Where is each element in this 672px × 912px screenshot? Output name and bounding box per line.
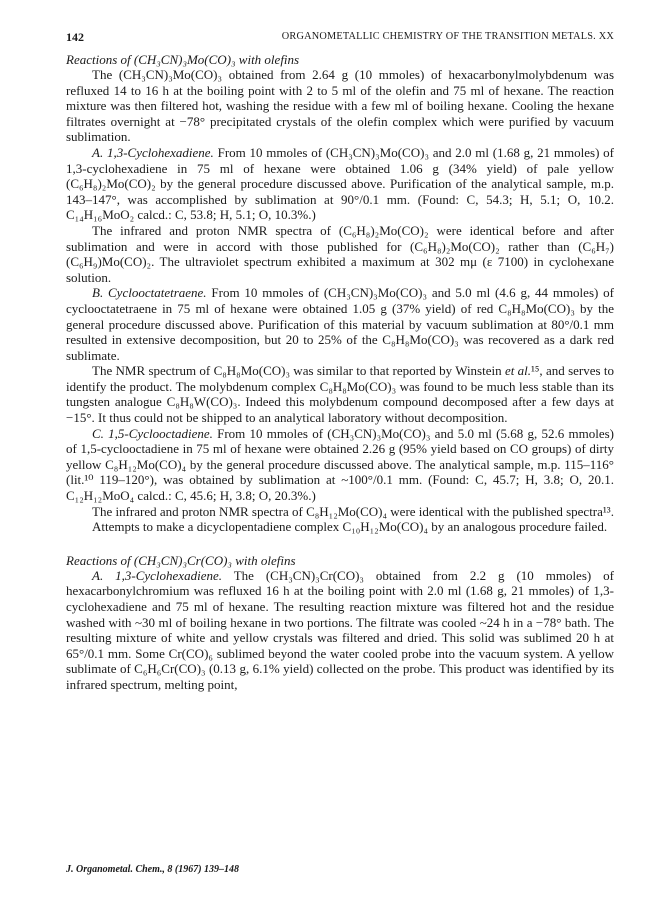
running-title: ORGANOMETALLIC CHEMISTRY OF THE TRANSITION METALS. XX [281,31,614,42]
paragraph-mo-dicyclopentadiene: Attempts to make a dicyclopentadiene complex C₁₀H₁₂Mo(CO)₄ by an analogous procedure failed. [92,519,608,535]
paragraph-mo-cyclooctatetraene [66,285,614,363]
subsection-label-mo-b: B. Cyclooctatetraene. [92,285,207,301]
subsection-label-mo-c: C. 1,5-Cyclooctadiene. [92,425,213,441]
paragraph-mo-cyclohexadiene [66,145,614,223]
text-mo-c: From 10 mmoles of (CH₃CN)₃Mo(CO)₃ and 5.0 ml (5.68 g, 52.6 mmoles) of 1,5-cyclooctadiene in 75 ml of hexane were obtained 2.26 g (95% yield based on CO groups) of dirty yellow C₈H₁₂Mo(CO)₄ by the general procedure discussed above. The analytical sample, m.p. 115–116° (lit.¹⁰ 119–120°), was obtained by sublimation at ~100°/0.1 mm. (Found: C, 45.7; H, 3.8; O, 20.1. C₁₂H₁₂MoO₄ calcd.: C, 45.6; H, 3.8; O, 20.3%.) [66,425,614,504]
text-mo-b-nmr-pre: The NMR spectrum of C₈H₈Mo(CO)₃ was similar to that reported by Winstein [92,363,502,379]
mo-olefin-section [66,52,614,535]
page-number: 142 [66,30,84,44]
text-mo-a: From 10 mmoles of (CH₃CN)₃Mo(CO)₃ and 2.0 ml (1.68 g, 21 mmoles) of 1,3-cyclohexadiene in 75 ml of hexane were obtained 1.06 g (34% yield) of pale yellow (C₆H₈)₂Mo(CO)₂ by the general procedure discussed above. Purification of the analytical sample, m.p. 143–147°, was accomplished by sublimation at 90°/0.1 mm. (Found: C, 54.3; H, 5.1; O, 10.2. C₁₄H₁₆MoO₂ calcd.: C, 53.8; H, 5.1; O, 10.3%.) [66,144,615,223]
text-cr-a: The (CH₃CN)₃Cr(CO)₃ obtained from 2.2 g (10 mmoles) of hexacarbonylchromium was refluxed 16 h at the boiling point with 2.0 ml (1.68 g, 21 mmoles) of 1,3-cyclohexadiene and 75 ml of hexane. The resulting reaction mixture was filtered hot and the residue washed with ~30 ml of boiling hexane in two portions. The filtrate was cooled ~24 h in a −78° bath. The resulting mixture of white and yellow crystals was filtered and dried. This solid was sublimed 20 h at 65°/0.1 mm. Some Cr(CO)₆ sublimed beyond the water cooled probe into the vacuum system. A yellow sublimate of C₆H₆Cr(CO)₃ (0.13 g, 6.1% yield) collected on the probe. This product was identified by its infrared spectrum, melting point, [66,567,614,692]
paragraph-mo-cyclohexadiene-spectra: The infrared and proton NMR spectra of (C₆H₈)₂Mo(CO)₂ were identical before and after sublimation and were in accord with those published for (C₆H₈)₂Mo(CO)₂ rather than (C₆H₇)(C₆H₉)Mo(CO)₂. The ultraviolet spectrum exhibited a maximum at 302 mμ (ε 7100) in cyclohexane solution. [66,222,614,285]
subsection-label-cr-a: A. 1,3-Cyclohexadiene. [92,567,222,583]
paragraph-mo-cyclooctatetraene-nmr [66,363,614,425]
journal-citation: J. Organometal. Chem., 8 (1967) 139–148 [66,864,240,875]
cr-olefin-section [66,553,614,693]
paragraph-cr-cyclohexadiene [66,568,614,693]
text-mo-b-nmr-post: ¹⁵, and serves to identify the product. The molybdenum complex C₈H₈Mo(CO)₃ was found to be much less stable than its tungsten analogue C₈H₈W(CO)₃. Indeed this molybdenum compound decomposed after a few days at −15°. It thus could not be shipped to an analytical laboratory without decomposition. [66,363,614,426]
paragraph-mo-cyclooctadiene [66,426,614,504]
paragraph-mo-cyclooctadiene-spectra: The infrared and proton NMR spectra of C₈H₁₂Mo(CO)₄ were identical with the published spectra¹³. [92,503,614,519]
paragraph-mo-intro: The (CH₃CN)₃Mo(CO)₃ obtained from 2.64 g (10 mmoles) of hexacarbonylmolybdenum was refluxed 14 to 16 h at the boiling point with 2 to 5 ml of the olefin and 75 ml of hexane. The reaction mixture was then filtered hot, washing the residue with a few ml of boiling hexane. Cooling the hexane filtrates overnight at −78° precipitated crystals of the olefin complex which were purified by vacuum sublimation. [66,67,614,145]
section-heading-cr: Reactions of (CH₃CN)₃Cr(CO)₃ with olefins [66,552,296,568]
page-content [66,30,614,693]
text-mo-b-etal: et al. [504,363,531,379]
subsection-label-mo-a: A. 1,3-Cyclohexadiene. [92,144,214,160]
section-gap [66,535,614,553]
text-mo-b: From 10 mmoles of (CH₃CN)₃Mo(CO)₃ and 5.0 ml (4.6 g, 44 mmoles) of cyclooctatetraene in 75 ml of hexane were obtained 1.05 g (37% yield) of red C₈H₈Mo(CO)₃ by the general procedure discussed above. Purification of this material by vacuum sublimation at 80°/0.1 mm resulted in extensive decomposition, but 20 to 25% of the C₈H₈Mo(CO)₃ was recovered as a dark red sublimate. [66,285,614,363]
section-heading-mo: Reactions of (CH₃CN)₃Mo(CO)₃ with olefins [66,52,300,67]
page-header [66,30,614,52]
